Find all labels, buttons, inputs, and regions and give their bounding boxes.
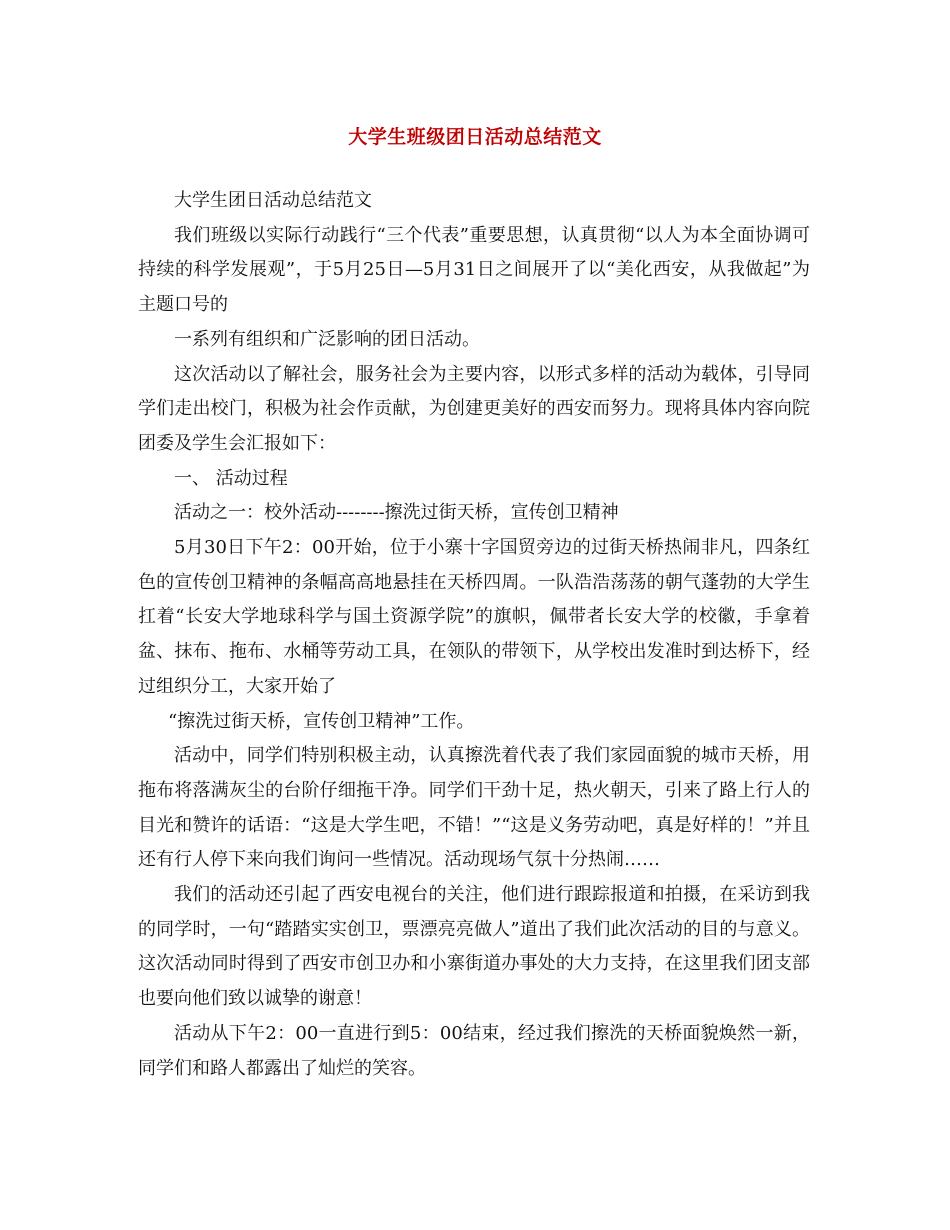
document-body [138, 184, 810, 1086]
paragraph-activity-during: 活动中，同学们特别积极主动，认真擦洗着代表了我们家园面貌的城市天桥，用拖布将落满灰尘的台阶仔细拖干净。同学们干劲十足，热火朝天，引来了路上行人的目光和赞许的话语：“这是大学生吧，不错！”“这是义务劳动吧，真是好样的！”并且还有行人停下来向我们询问一些情况。活动现场气氛十分热闹…… [138, 745, 810, 871]
paragraph-intro: 我们班级以实际行动践行“三个代表”重要思想，认真贯彻“以人为本全面协调可持续的科学发展观”，于5月25日—5月31日之间展开了以“美化西安，从我做起”为主题口号的 [138, 224, 810, 316]
paragraph-intro-continued: 一系列有组织和广泛影响的团日活动。 [174, 328, 480, 350]
paragraph-purpose: 这次活动以了解社会，服务社会为主要内容，以形式多样的活动为载体，引导同学们走出校门，积极为社会作贡献，为创建更美好的西安而努力。现将具体内容向院团委及学生会汇报如下： [138, 363, 810, 454]
paragraph-subtitle: 大学生团日活动总结范文 [174, 190, 372, 211]
paragraph-activity-work: “擦洗过街天桥，宣传创卫精神”工作。 [168, 710, 475, 732]
paragraph-media-attention: 我们的活动还引起了西安电视台的关注，他们进行跟踪报道和拍摄，在采访到我的同学时，一句“踏踏实实创卫，票漂亮亮做人”道出了我们此次活动的目的与意义。这次活动同时得到了西安市创卫办和小寨街道办事处的大力支持，在这里我们团支部也要向他们致以诚挚的谢意！ [138, 884, 810, 1010]
section-heading-process: 一、 活动过程 [174, 467, 288, 489]
document-title: 大学生班级团日活动总结范文 [348, 126, 602, 148]
paragraph-activity-end: 活动从下午2：00一直进行到5：00结束，经过我们擦洗的天桥面貌焕然一新，同学们和路人都露出了灿烂的笑容。 [138, 1022, 810, 1079]
activity-one-heading: 活动之一：校外活动--------擦洗过街天桥，宣传创卫精神 [174, 502, 619, 524]
paragraph-activity-start: 5月30日下午2：00开始，位于小寨十字国贸旁边的过街天桥热闹非凡，四条红色的宣传创卫精神的条幅高高地悬挂在天桥四周。一队浩浩荡荡的朝气蓬勃的大学生扛着“长安大学地球科学与国土资源学院”的旗帜，佩带者长安大学的校徽，手拿着盆、抹布、拖布、水桶等劳动工具，在领队的带领下，从学校出发准时到达桥下，经过组织分工，大家开始了 [138, 537, 810, 697]
